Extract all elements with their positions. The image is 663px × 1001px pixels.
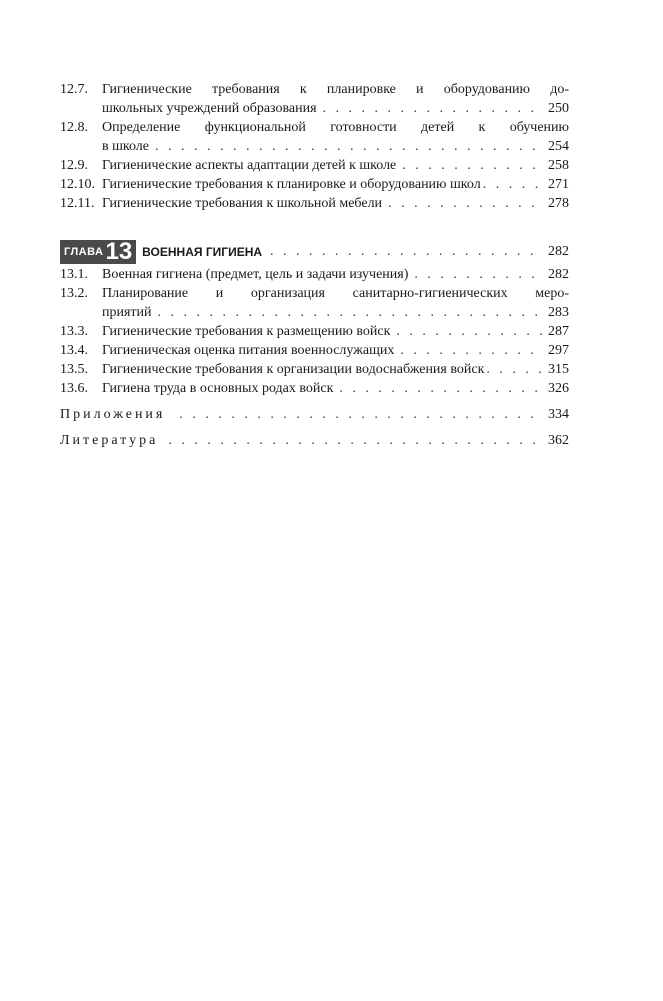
entry-title-line: Гигиенические требования к планировке и оборудованию школ — [102, 177, 481, 192]
entry-number: 12.10. — [60, 177, 95, 192]
entry-number: 13.6. — [60, 381, 88, 396]
entry-page: 278 — [548, 196, 569, 211]
toc-entry[interactable] — [60, 379, 569, 398]
entry-title-line: Гигиена труда в основных родах войск — [102, 381, 334, 396]
entry-title-line: школьных учреждений образования — [102, 101, 317, 116]
literature-title: Литература — [60, 433, 159, 448]
entry-title-line: Гигиенические требования к организации водоснабжения войск — [102, 362, 485, 377]
entry-number: 12.8. — [60, 120, 88, 135]
dot-leader — [270, 244, 543, 260]
entry-number: 12.11. — [60, 196, 95, 211]
entry-number: 13.5. — [60, 362, 88, 377]
dot-leader — [339, 379, 543, 398]
toc-entry[interactable] — [60, 175, 569, 194]
entry-page: 287 — [548, 324, 569, 339]
entry-page: 297 — [548, 343, 569, 358]
chapter-page: 282 — [548, 244, 569, 259]
dot-leader — [155, 137, 543, 156]
section-13-list — [60, 265, 569, 398]
entry-title-line: Гигиенические требования к размещению войск — [102, 324, 391, 339]
entry-title-line: Военная гигиена (предмет, цель и задачи изучения) — [102, 267, 409, 282]
dot-leader — [168, 431, 543, 450]
entry-title-line: Определение функциональной готовности детей к обучению — [102, 120, 569, 135]
entry-title-line: Гигиенические аспекты адаптации детей к школе — [102, 158, 397, 173]
toc-entry[interactable] — [60, 118, 569, 156]
entry-number: 12.7. — [60, 82, 88, 97]
dot-leader — [483, 175, 543, 194]
toc-entry[interactable] — [60, 322, 569, 341]
entry-page: 282 — [548, 267, 569, 282]
section-12-list — [60, 80, 569, 213]
entry-title-line: Планирование и организация санитарно-гигиенических меро- — [102, 286, 569, 301]
chapter-label: ГЛАВА — [64, 246, 104, 258]
entry-title-line: приятий — [102, 305, 152, 320]
entry-number: 13.1. — [60, 267, 88, 282]
dot-leader — [396, 322, 543, 341]
entry-page: 258 — [548, 158, 569, 173]
entry-title-line: Гигиеническая оценка питания военнослужащих — [102, 343, 395, 358]
entry-page: 271 — [548, 177, 569, 192]
dot-leader — [402, 156, 543, 175]
entry-page: 254 — [548, 139, 569, 154]
table-of-contents — [60, 80, 569, 450]
dot-leader — [414, 265, 543, 284]
entry-title-line: Гигиенические требования к планировке и оборудованию до- — [102, 82, 569, 97]
dot-leader — [388, 194, 543, 213]
toc-entry-appendix[interactable] — [60, 405, 569, 424]
toc-entry[interactable] — [60, 80, 569, 118]
toc-entry[interactable] — [60, 284, 569, 322]
chapter-badge — [60, 240, 136, 264]
chapter-title: ВОЕННАЯ ГИГИЕНА — [142, 245, 263, 259]
dot-leader — [400, 341, 543, 360]
toc-entry-literature[interactable] — [60, 431, 569, 450]
chapter-heading[interactable] — [60, 239, 569, 265]
dot-leader — [179, 405, 543, 424]
entry-page: 283 — [548, 305, 569, 320]
toc-entry[interactable] — [60, 156, 569, 175]
entry-title-line: Гигиенические требования к школьной мебели — [102, 196, 383, 211]
toc-entry[interactable] — [60, 341, 569, 360]
entry-number: 12.9. — [60, 158, 88, 173]
entry-page: 326 — [548, 381, 569, 396]
literature-page: 362 — [548, 433, 569, 448]
entry-number: 13.2. — [60, 286, 88, 301]
chapter-number: 13 — [105, 238, 133, 265]
entry-page: 315 — [548, 362, 569, 377]
entry-number: 13.4. — [60, 343, 88, 358]
toc-entry[interactable] — [60, 360, 569, 379]
toc-entry[interactable] — [60, 265, 569, 284]
appendix-title: Приложения — [60, 407, 166, 422]
appendix-page: 334 — [548, 407, 569, 422]
entry-title-line: в школе — [102, 139, 149, 154]
toc-entry[interactable] — [60, 194, 569, 213]
dot-leader — [323, 99, 543, 118]
entry-page: 250 — [548, 101, 569, 116]
dot-leader — [158, 303, 543, 322]
dot-leader — [486, 360, 543, 379]
entry-number: 13.3. — [60, 324, 88, 339]
